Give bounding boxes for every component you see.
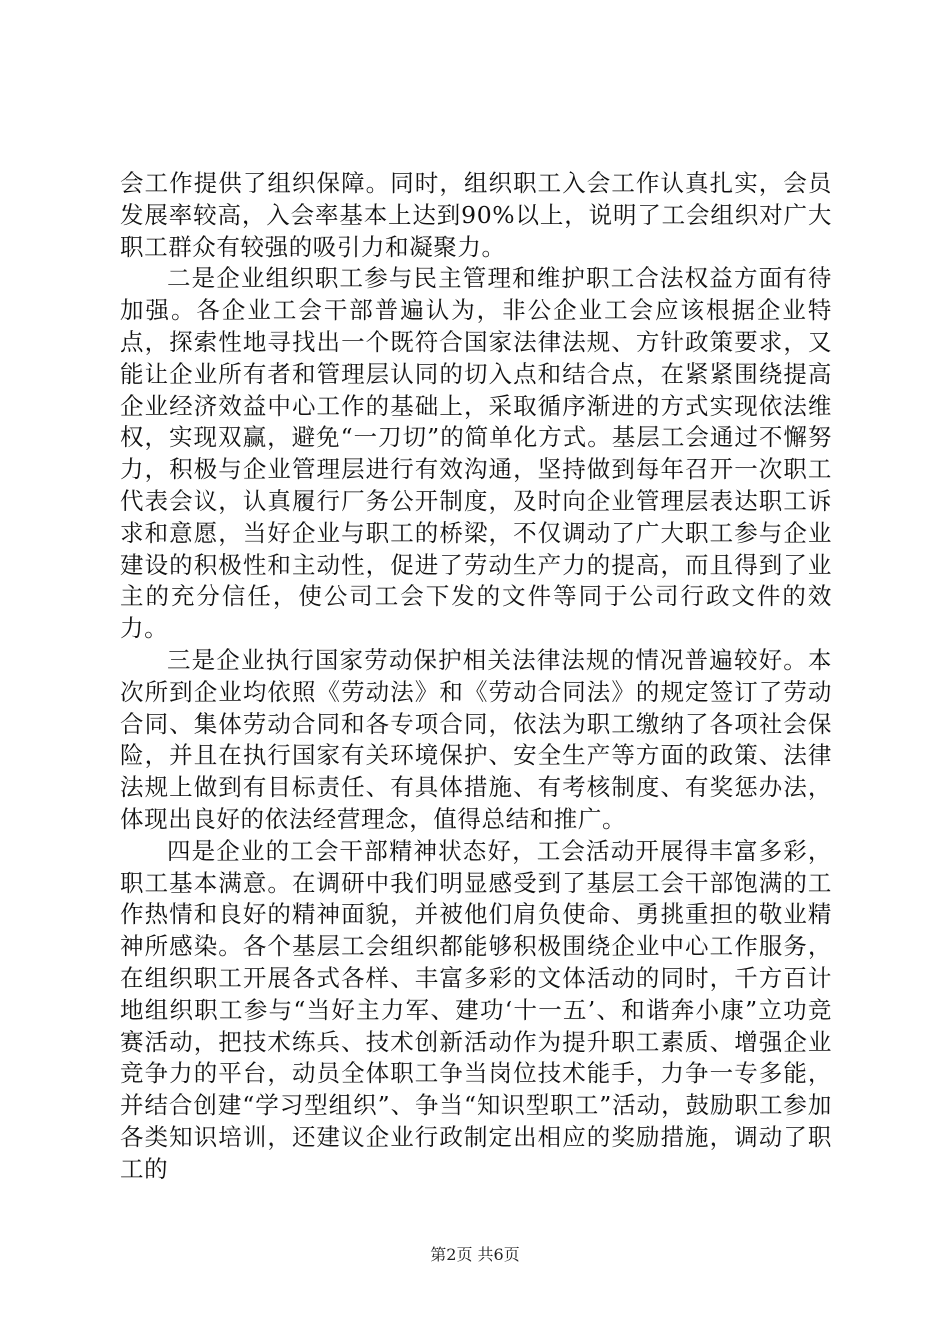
document-body bbox=[120, 168, 832, 1186]
page-footer: 第2页 共6页 bbox=[430, 1245, 520, 1264]
paragraph-continuation: 会工作提供了组织保障。同时，组织职工入会工作认真扎实，会员发展率较高，入会率基本上达到90%以上，说明了工会组织对广大职工群众有较强的吸引力和凝聚力。 bbox=[120, 169, 832, 261]
paragraph-point-four: 四是企业的工会干部精神状态好，工会活动开展得丰富多彩，职工基本满意。在调研中我们明显感受到了基层工会干部饱满的工作热情和良好的精神面貌，并被他们肩负使命、勇挑重担的敬业精神所感染。各个基层工会组织都能够积极围绕企业中心工作服务，在组织职工开展各式各样、丰富多彩的文体活动的同时，千方百计地组织职工参与“当好主力军、建功‘十一五’、和谐奔小康”立功竞赛活动，把技术练兵、技术创新活动作为提升职工素质、增强企业竞争力的平台，动员全体职工争当岗位技术能手，力争一专多能，并结合创建“学习型组织”、争当“知识型职工”活动，鼓励职工参加各类知识培训，还建议企业行政制定出相应的奖励措施，调动了职工的 bbox=[120, 836, 832, 1183]
paragraph-point-two: 二是企业组织职工参与民主管理和维护职工合法权益方面有待加强。各企业工会干部普遍认为，非公企业工会应该根据企业特点，探索性地寻找出一个既符合国家法律法规、方针政策要求，又能让企业所有者和管理层认同的切入点和结合点，在紧紧围绕提高企业经济效益中心工作的基础上，采取循序渐进的方式实现依法维权，实现双赢，避免“一刀切”的简单化方式。基层工会通过不懈努力，积极与企业管理层进行有效沟通，坚持做到每年召开一次职工代表会议，认真履行厂务公开制度，及时向企业管理层表达职工诉求和意愿，当好企业与职工的桥梁，不仅调动了广大职工参与企业建设的积极性和主动性，促进了劳动生产力的提高，而且得到了业主的充分信任，使公司工会下发的文件等同于公司行政文件的效力。 bbox=[120, 264, 832, 643]
paragraph-point-three: 三是企业执行国家劳动保护相关法律法规的情况普遍较好。本次所到企业均依照《劳动法》和《劳动合同法》的规定签订了劳动合同、集体劳动合同和各专项合同，依法为职工缴纳了各项社会保险，并且在执行国家有关环境保护、安全生产等方面的政策、法律法规上做到有目标责任、有具体措施、有考核制度、有奖惩办法，体现出良好的依法经营理念，值得总结和推广。 bbox=[120, 645, 832, 833]
